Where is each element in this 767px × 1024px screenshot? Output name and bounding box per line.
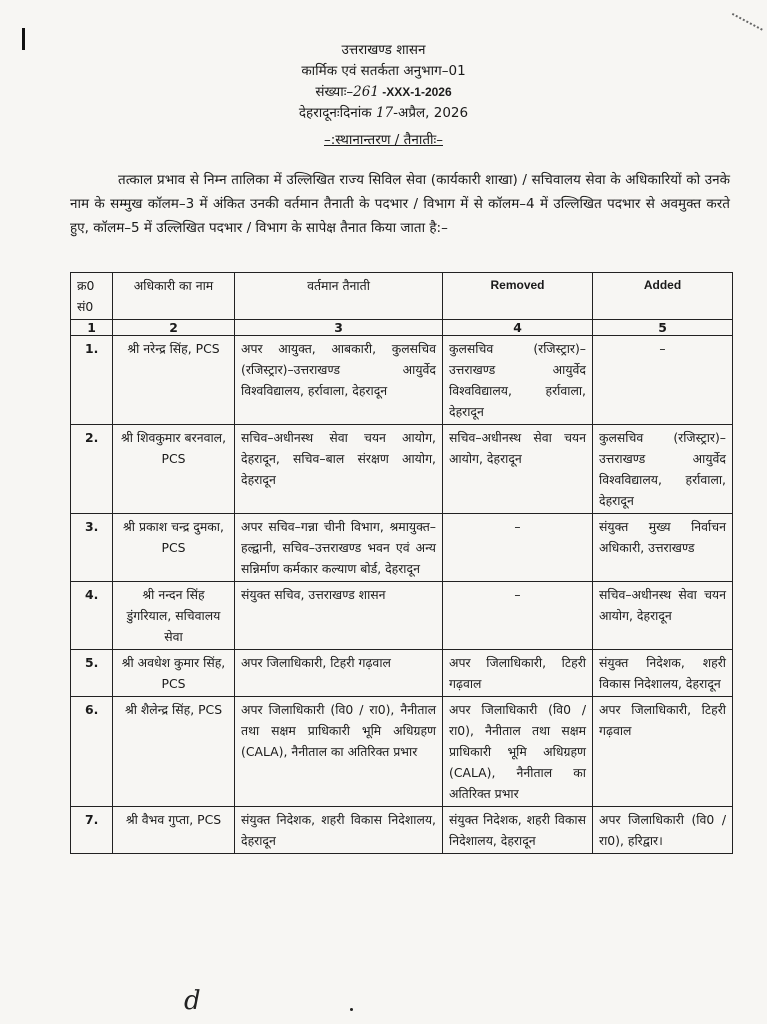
serial-cell: 2. (71, 425, 113, 514)
officer-name-cell: श्री नन्दन सिंह डुंगरियाल, सचिवालय सेवा (113, 582, 235, 650)
intro-paragraph: तत्काल प्रभाव से निम्न तालिका में उल्लिखित राज्य सिविल सेवा (कार्यकारी शाखा) / सचिवालय सेवा के अधिकारियों को उनके नाम के सम्मुख कॉलम–3 में अंकित उनकी वर्तमान तैनाती के पदभार / विभाग में से कॉलम–4 में उल्लिखित पदभार से अवमुक्त करते हुए, कॉलम–5 में उल्लिखित पदभार / विभाग के सापेक्ष तैनात किया जाता है:– (70, 172, 730, 236)
header-officer-name: अधिकारी का नाम (113, 273, 235, 320)
corner-fold-mark (725, 13, 763, 43)
removed-cell: – (443, 582, 593, 650)
current-posting-cell: अपर आयुक्त, आबकारी, कुलसचिव (रजिस्ट्रार)–उत्तराखण्ड आयुर्वेद विश्वविद्यालय, हर्रावाला, देहरादून (235, 336, 443, 425)
table-row (71, 582, 733, 650)
added-cell: संयुक्त मुख्य निर्वाचन अधिकारी, उत्तराखण्ड (593, 514, 733, 582)
removed-cell: कुलसचिव (रजिस्ट्रार)–उत्तराखण्ड आयुर्वेद विश्वविद्यालय, हर्रावाला, देहरादून (443, 336, 593, 425)
removed-cell: अपर जिलाधिकारी, टिहरी गढ़वाल (443, 650, 593, 697)
removed-cell: अपर जिलाधिकारी (वि0 / रा0), नैनीताल तथा सक्षम प्राधिकारी भूमि अधिग्रहण (CALA), नैनीताल का अतिरिक्त प्रभार (443, 697, 593, 807)
table-row (71, 807, 733, 854)
officer-name-cell: श्री अवधेश कुमार सिंह, PCS (113, 650, 235, 697)
current-posting-cell: अपर जिलाधिकारी (वि0 / रा0), नैनीताल तथा सक्षम प्राधिकारी भूमि अधिग्रहण (CALA), नैनीताल का अतिरिक्त प्रभार (235, 697, 443, 807)
removed-cell: संयुक्त निदेशक, शहरी विकास निदेशालय, देहरादून (443, 807, 593, 854)
serial-cell: 4. (71, 582, 113, 650)
officer-name-cell: श्री नरेन्द्र सिंह, PCS (113, 336, 235, 425)
added-cell: कुलसचिव (रजिस्ट्रार)–उत्तराखण्ड आयुर्वेद विश्वविद्यालय, हर्रावाला, देहरादून (593, 425, 733, 514)
department-name: कार्मिक एवं सतर्कता अनुभाग–01 (301, 63, 466, 79)
officer-name-cell: श्री शैलेन्द्र सिंह, PCS (113, 697, 235, 807)
table-header-row (71, 273, 733, 320)
current-posting-cell: अपर जिलाधिकारी, टिहरी गढ़वाल (235, 650, 443, 697)
government-name: उत्तराखण्ड शासन (341, 42, 426, 58)
serial-cell: 5. (71, 650, 113, 697)
order-date: देहरादूनःदिनांक 17-अप्रैल, 2026 (298, 105, 469, 121)
header-removed: Removed (443, 273, 593, 320)
col-number: 5 (593, 320, 733, 336)
added-cell: अपर जिलाधिकारी (वि0 / रा0), हरिद्वार। (593, 807, 733, 854)
col-number: 4 (443, 320, 593, 336)
officer-name-cell: श्री वैभव गुप्ता, PCS (113, 807, 235, 854)
table-row (71, 336, 733, 425)
serial-cell: 6. (71, 697, 113, 807)
table-row (71, 514, 733, 582)
table-row (71, 425, 733, 514)
page-dot (350, 1008, 353, 1011)
current-posting-cell: सचिव–अधीनस्थ सेवा चयन आयोग, देहरादून, सचिव–बाल संरक्षण आयोग, देहरादून (235, 425, 443, 514)
serial-cell: 7. (71, 807, 113, 854)
col-number: 3 (235, 320, 443, 336)
subject-line: –:स्थानान्तरण / तैनातीः– (323, 132, 443, 148)
removed-cell: – (443, 514, 593, 582)
header-added: Added (593, 273, 733, 320)
header-serial: क्र0 सं0 (71, 273, 113, 320)
table-row (71, 697, 733, 807)
col-number: 2 (113, 320, 235, 336)
initial-mark: d (184, 986, 201, 1016)
officer-name-cell: श्री प्रकाश चन्द्र दुमका, PCS (113, 514, 235, 582)
serial-cell: 3. (71, 514, 113, 582)
added-cell: अपर जिलाधिकारी, टिहरी गढ़वाल (593, 697, 733, 807)
current-posting-cell: संयुक्त सचिव, उत्तराखण्ड शासन (235, 582, 443, 650)
added-cell: – (593, 336, 733, 425)
added-cell: सचिव–अधीनस्थ सेवा चयन आयोग, देहरादून (593, 582, 733, 650)
col-number: 1 (71, 320, 113, 336)
column-number-row (71, 320, 733, 336)
order-number: संख्याः–261 -XXX-1-2026 (315, 84, 452, 100)
current-posting-cell: संयुक्त निदेशक, शहरी विकास निदेशालय, देहरादून (235, 807, 443, 854)
officer-name-cell: श्री शिवकुमार बरनवाल, PCS (113, 425, 235, 514)
header-current-posting: वर्तमान तैनाती (235, 273, 443, 320)
table-row (71, 650, 733, 697)
letter-header (0, 40, 767, 151)
current-posting-cell: अपर सचिव–गन्ना चीनी विभाग, श्रमायुक्त–हल्द्वानी, सचिव–उत्तराखण्ड भवन एवं अन्य सन्निर्माण कर्मकार कल्याण बोर्ड, देहरादून (235, 514, 443, 582)
added-cell: संयुक्त निदेशक, शहरी विकास निदेशालय, देहरादून (593, 650, 733, 697)
serial-cell: 1. (71, 336, 113, 425)
transfer-table (70, 272, 733, 854)
removed-cell: सचिव–अधीनस्थ सेवा चयन आयोग, देहरादून (443, 425, 593, 514)
